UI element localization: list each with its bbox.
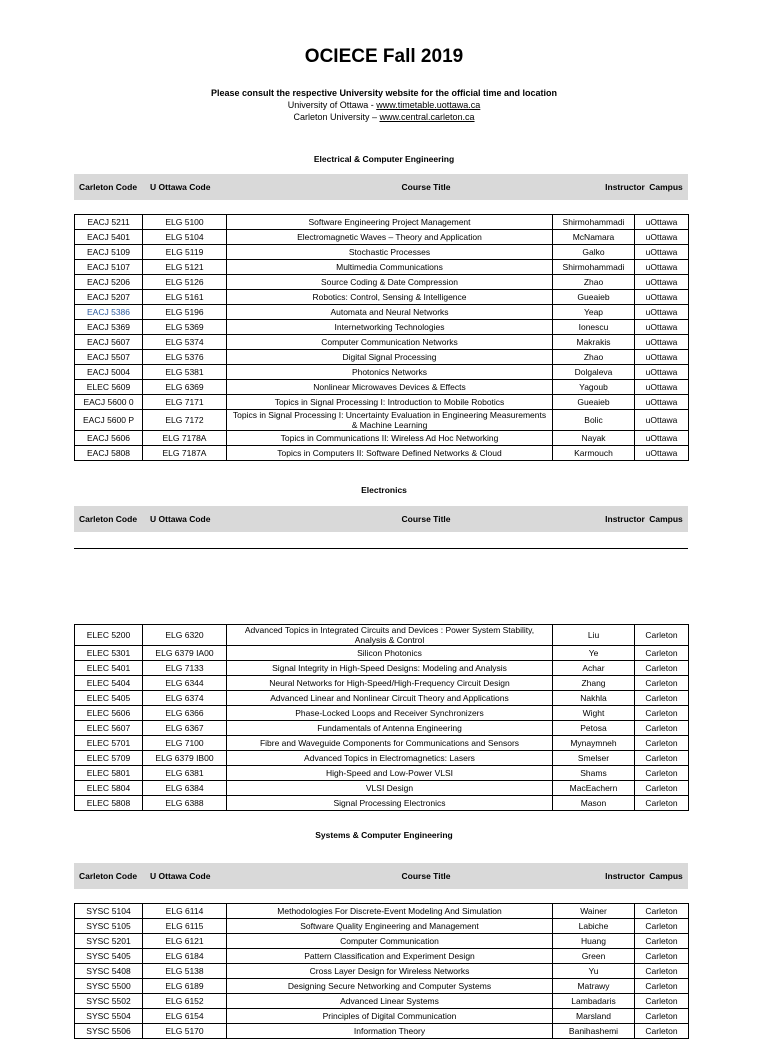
carleton-code-cell: SYSC 5104	[75, 904, 143, 919]
carleton-code-cell: SYSC 5105	[75, 919, 143, 934]
header-instructor: Instructor	[605, 870, 645, 881]
uottawa-label: University of Ottawa -	[287, 100, 377, 110]
carleton-code-cell: EACJ 5109	[75, 245, 143, 260]
course-title-cell: Internetworking Technologies	[227, 320, 553, 335]
uottawa-code-cell: ELG 6184	[143, 949, 227, 964]
instructor-cell: Wainer	[553, 904, 635, 919]
instructor-cell: Zhao	[553, 275, 635, 290]
campus-cell: Carleton	[635, 1024, 689, 1039]
table-row	[75, 350, 689, 365]
header-campus: Campus	[649, 870, 683, 881]
table-row	[75, 410, 689, 431]
course-title-cell: Topics in Computers II: Software Defined Networks & Cloud	[227, 446, 553, 461]
instructor-cell: Labiche	[553, 919, 635, 934]
table-row	[75, 365, 689, 380]
uottawa-code-cell: ELG 5374	[143, 335, 227, 350]
header-uottawa-code: U Ottawa Code	[150, 181, 211, 192]
carleton-code-cell: SYSC 5405	[75, 949, 143, 964]
uottawa-code-cell: ELG 5119	[143, 245, 227, 260]
course-title-cell: Software Quality Engineering and Management	[227, 919, 553, 934]
carleton-code-cell: SYSC 5502	[75, 994, 143, 1009]
notice-text: Please consult the respective University website for the official time and location	[210, 88, 558, 98]
uottawa-code-cell: ELG 6388	[143, 796, 227, 811]
course-title-cell: Stochastic Processes	[227, 245, 553, 260]
carleton-code-cell: SYSC 5408	[75, 964, 143, 979]
instructor-cell: Smelser	[553, 751, 635, 766]
uottawa-code-cell: ELG 6320	[143, 625, 227, 646]
table-header-electronics	[74, 506, 688, 532]
carleton-code-cell: EACJ 5808	[75, 446, 143, 461]
header-carleton-code: Carleton Code	[78, 870, 138, 881]
uottawa-code-cell: ELG 5161	[143, 290, 227, 305]
course-title-cell: Advanced Topics in Integrated Circuits and Devices : Power System Stability, Analysis & Control	[227, 625, 553, 646]
table-row	[75, 446, 689, 461]
table-row	[75, 275, 689, 290]
course-title-cell: Computer Communication	[227, 934, 553, 949]
carleton-code-cell: SYSC 5500	[75, 979, 143, 994]
instructor-cell: Mynaymneh	[553, 736, 635, 751]
uottawa-code-cell: ELG 7100	[143, 736, 227, 751]
carleton-code-cell: EACJ 5600 P	[75, 410, 143, 431]
uottawa-code-cell: ELG 6379 IB00	[143, 751, 227, 766]
uottawa-line	[0, 100, 768, 110]
campus-cell: Carleton	[635, 691, 689, 706]
course-title-cell: Neural Networks for High-Speed/High-Frequency Circuit Design	[227, 676, 553, 691]
campus-cell: uOttawa	[635, 245, 689, 260]
carleton-label: Carleton University –	[293, 112, 380, 122]
table-row	[75, 691, 689, 706]
uottawa-code-cell: ELG 6121	[143, 934, 227, 949]
page-title: OCIECE Fall 2019	[304, 46, 464, 67]
uottawa-code-cell: ELG 5369	[143, 320, 227, 335]
table-row	[75, 305, 689, 320]
uottawa-code-cell: ELG 7171	[143, 395, 227, 410]
table-row	[75, 431, 689, 446]
course-title-cell: Advanced Topics in Electromagnetics: Lasers	[227, 751, 553, 766]
campus-cell: Carleton	[635, 721, 689, 736]
instructor-cell: Ye	[553, 646, 635, 661]
instructor-cell: Galko	[553, 245, 635, 260]
carleton-code-cell: EACJ 5507	[75, 350, 143, 365]
course-title-cell: Digital Signal Processing	[227, 350, 553, 365]
campus-cell: uOttawa	[635, 350, 689, 365]
table-header-ece	[74, 174, 688, 200]
campus-cell: Carleton	[635, 934, 689, 949]
uottawa-code-cell: ELG 6366	[143, 706, 227, 721]
carleton-code-cell: EACJ 5386	[75, 305, 143, 320]
table-row	[75, 949, 689, 964]
instructor-cell: Petosa	[553, 721, 635, 736]
carleton-code-cell: ELEC 5804	[75, 781, 143, 796]
instructor-cell: Matrawy	[553, 979, 635, 994]
carleton-code-cell: ELEC 5401	[75, 661, 143, 676]
course-title-cell: High-Speed and Low-Power VLSI	[227, 766, 553, 781]
campus-cell: Carleton	[635, 661, 689, 676]
uottawa-code-cell: ELG 6384	[143, 781, 227, 796]
table-header-sce	[74, 863, 688, 889]
instructor-cell: Liu	[553, 625, 635, 646]
carleton-code-cell: SYSC 5504	[75, 1009, 143, 1024]
instructor-cell: Nakhla	[553, 691, 635, 706]
campus-cell: Carleton	[635, 919, 689, 934]
campus-cell: Carleton	[635, 964, 689, 979]
course-title-cell: Fibre and Waveguide Components for Communications and Sensors	[227, 736, 553, 751]
carleton-code-cell: EACJ 5401	[75, 230, 143, 245]
instructor-cell: Achar	[553, 661, 635, 676]
table-row	[75, 994, 689, 1009]
carleton-code-cell: ELEC 5404	[75, 676, 143, 691]
instructor-cell: Shams	[553, 766, 635, 781]
uottawa-code-cell: ELG 6369	[143, 380, 227, 395]
instructor-cell: Gueaieb	[553, 290, 635, 305]
carleton-code-cell: ELEC 5606	[75, 706, 143, 721]
carleton-code-cell: EACJ 5207	[75, 290, 143, 305]
table-row	[75, 646, 689, 661]
course-table-electronics	[74, 624, 689, 811]
table-row	[75, 979, 689, 994]
campus-cell: uOttawa	[635, 230, 689, 245]
uottawa-code-cell: ELG 5104	[143, 230, 227, 245]
header-instructor: Instructor	[605, 513, 645, 524]
campus-cell: Carleton	[635, 676, 689, 691]
uottawa-link[interactable]: www.timetable.uottawa.ca	[376, 100, 481, 110]
instructor-cell: Shirmohammadi	[553, 215, 635, 230]
section-title-electronics: Electronics	[361, 485, 407, 495]
header-course-title: Course Title	[401, 513, 451, 524]
carleton-code-cell: EACJ 5369	[75, 320, 143, 335]
carleton-code-cell: EACJ 5206	[75, 275, 143, 290]
course-title-cell: Cross Layer Design for Wireless Networks	[227, 964, 553, 979]
table-row	[75, 380, 689, 395]
table-row	[75, 245, 689, 260]
campus-cell: Carleton	[635, 781, 689, 796]
course-title-cell: Software Engineering Project Management	[227, 215, 553, 230]
course-title-cell: Robotics: Control, Sensing & Intelligence	[227, 290, 553, 305]
header-uottawa-code: U Ottawa Code	[150, 513, 211, 524]
carleton-code-cell: ELEC 5200	[75, 625, 143, 646]
instructor-cell: MacEachern	[553, 781, 635, 796]
instructor-cell: Makrakis	[553, 335, 635, 350]
section-title-sce: Systems & Computer Engineering	[315, 830, 453, 840]
instructor-cell: Huang	[553, 934, 635, 949]
instructor-cell: Yu	[553, 964, 635, 979]
course-title-cell: Automata and Neural Networks	[227, 305, 553, 320]
campus-cell: uOttawa	[635, 446, 689, 461]
table-row	[75, 934, 689, 949]
course-title-cell: Fundamentals of Antenna Engineering	[227, 721, 553, 736]
carleton-line	[0, 112, 768, 122]
campus-cell: Carleton	[635, 904, 689, 919]
uottawa-code-cell: ELG 5196	[143, 305, 227, 320]
course-title-cell: Signal Processing Electronics	[227, 796, 553, 811]
campus-cell: Carleton	[635, 979, 689, 994]
campus-cell: uOttawa	[635, 365, 689, 380]
header-campus: Campus	[649, 513, 683, 524]
carleton-code-cell: ELEC 5801	[75, 766, 143, 781]
uottawa-code-cell: ELG 5126	[143, 275, 227, 290]
carleton-code-cell: ELEC 5609	[75, 380, 143, 395]
course-title-cell: Topics in Signal Processing I: Uncertainty Evaluation in Engineering Measurements & Machine Learning	[227, 410, 553, 431]
header-carleton-code: Carleton Code	[78, 513, 138, 524]
carleton-code-cell: ELEC 5701	[75, 736, 143, 751]
uottawa-code-cell: ELG 6152	[143, 994, 227, 1009]
uottawa-code-cell: ELG 6115	[143, 919, 227, 934]
uottawa-code-cell: ELG 6189	[143, 979, 227, 994]
table-row	[75, 904, 689, 919]
campus-cell: uOttawa	[635, 431, 689, 446]
carleton-code-cell: SYSC 5201	[75, 934, 143, 949]
campus-cell: Carleton	[635, 949, 689, 964]
uottawa-code-cell: ELG 5381	[143, 365, 227, 380]
uottawa-code-cell: ELG 6114	[143, 904, 227, 919]
carleton-code-cell: EACJ 5107	[75, 260, 143, 275]
table-row	[75, 1009, 689, 1024]
header-course-title: Course Title	[401, 181, 451, 192]
course-title-cell: Topics in Signal Processing I: Introduction to Mobile Robotics	[227, 395, 553, 410]
carleton-code-cell: EACJ 5600 0	[75, 395, 143, 410]
uottawa-code-cell: ELG 7187A	[143, 446, 227, 461]
campus-cell: uOttawa	[635, 275, 689, 290]
table-row	[75, 781, 689, 796]
instructor-cell: Karmouch	[553, 446, 635, 461]
campus-cell: uOttawa	[635, 320, 689, 335]
table-row	[75, 721, 689, 736]
campus-cell: Carleton	[635, 646, 689, 661]
campus-cell: uOttawa	[635, 335, 689, 350]
campus-cell: Carleton	[635, 994, 689, 1009]
uottawa-code-cell: ELG 6381	[143, 766, 227, 781]
instructor-cell: Wight	[553, 706, 635, 721]
course-title-cell: VLSI Design	[227, 781, 553, 796]
course-title-cell: Photonics Networks	[227, 365, 553, 380]
course-title-cell: Advanced Linear and Nonlinear Circuit Theory and Applications	[227, 691, 553, 706]
instructor-cell: Shirmohammadi	[553, 260, 635, 275]
uottawa-code-cell: ELG 6344	[143, 676, 227, 691]
campus-cell: Carleton	[635, 751, 689, 766]
uottawa-code-cell: ELG 7133	[143, 661, 227, 676]
header-campus: Campus	[649, 181, 683, 192]
course-title-cell: Principles of Digital Communication	[227, 1009, 553, 1024]
instructor-cell: Yagoub	[553, 380, 635, 395]
instructor-cell: Green	[553, 949, 635, 964]
course-title-cell: Signal Integrity in High-Speed Designs: Modeling and Analysis	[227, 661, 553, 676]
instructor-cell: Ionescu	[553, 320, 635, 335]
campus-cell: Carleton	[635, 1009, 689, 1024]
uottawa-code-cell: ELG 7178A	[143, 431, 227, 446]
instructor-cell: Bolic	[553, 410, 635, 431]
instructor-cell: Marsland	[553, 1009, 635, 1024]
table-row	[75, 706, 689, 721]
campus-cell: uOttawa	[635, 380, 689, 395]
table-row	[75, 230, 689, 245]
carleton-link[interactable]: www.central.carleton.ca	[379, 112, 475, 122]
table-row	[75, 964, 689, 979]
carleton-code-cell: ELEC 5808	[75, 796, 143, 811]
uottawa-code-cell: ELG 5138	[143, 964, 227, 979]
carleton-code-cell: EACJ 5606	[75, 431, 143, 446]
course-title-cell: Multimedia Communications	[227, 260, 553, 275]
table-row	[75, 1024, 689, 1039]
table-row	[75, 919, 689, 934]
uottawa-code-cell: ELG 6374	[143, 691, 227, 706]
course-title-cell: Nonlinear Microwaves Devices & Effects	[227, 380, 553, 395]
carleton-code-cell: EACJ 5607	[75, 335, 143, 350]
uottawa-code-cell: ELG 5100	[143, 215, 227, 230]
uottawa-code-cell: ELG 6379 IA00	[143, 646, 227, 661]
instructor-cell: McNamara	[553, 230, 635, 245]
carleton-code-cell: ELEC 5301	[75, 646, 143, 661]
carleton-code-cell: SYSC 5506	[75, 1024, 143, 1039]
uottawa-code-cell: ELG 6154	[143, 1009, 227, 1024]
campus-cell: uOttawa	[635, 290, 689, 305]
course-title-cell: Silicon Photonics	[227, 646, 553, 661]
instructor-cell: Yeap	[553, 305, 635, 320]
campus-cell: uOttawa	[635, 410, 689, 431]
campus-cell: Carleton	[635, 796, 689, 811]
instructor-cell: Nayak	[553, 431, 635, 446]
instructor-cell: Mason	[553, 796, 635, 811]
uottawa-code-cell: ELG 7172	[143, 410, 227, 431]
divider-line	[74, 548, 688, 549]
course-title-cell: Methodologies For Discrete-Event Modeling And Simulation	[227, 904, 553, 919]
table-row	[75, 796, 689, 811]
header-uottawa-code: U Ottawa Code	[150, 870, 211, 881]
campus-cell: Carleton	[635, 766, 689, 781]
course-title-cell: Pattern Classification and Experiment Design	[227, 949, 553, 964]
carleton-code-cell: EACJ 5004	[75, 365, 143, 380]
carleton-code-cell: EACJ 5211	[75, 215, 143, 230]
instructor-cell: Gueaieb	[553, 395, 635, 410]
table-row	[75, 335, 689, 350]
course-table-ece	[74, 214, 689, 461]
course-title-cell: Phase-Locked Loops and Receiver Synchronizers	[227, 706, 553, 721]
carleton-code-cell: ELEC 5607	[75, 721, 143, 736]
course-table-sce	[74, 903, 689, 1039]
instructor-cell: Zhao	[553, 350, 635, 365]
instructor-cell: Zhang	[553, 676, 635, 691]
uottawa-code-cell: ELG 6367	[143, 721, 227, 736]
uottawa-code-cell: ELG 5376	[143, 350, 227, 365]
course-title-cell: Electromagnetic Waves – Theory and Application	[227, 230, 553, 245]
course-title-cell: Computer Communication Networks	[227, 335, 553, 350]
table-row	[75, 290, 689, 305]
uottawa-code-cell: ELG 5170	[143, 1024, 227, 1039]
table-row	[75, 260, 689, 275]
carleton-code-cell: ELEC 5709	[75, 751, 143, 766]
course-title-cell: Source Coding & Date Compression	[227, 275, 553, 290]
header-carleton-code: Carleton Code	[78, 181, 138, 192]
campus-cell: Carleton	[635, 625, 689, 646]
course-title-cell: Advanced Linear Systems	[227, 994, 553, 1009]
course-title-cell: Topics in Communications II: Wireless Ad Hoc Networking	[227, 431, 553, 446]
campus-cell: uOttawa	[635, 215, 689, 230]
campus-cell: Carleton	[635, 736, 689, 751]
section-title-ece: Electrical & Computer Engineering	[313, 154, 455, 164]
table-row	[75, 215, 689, 230]
table-row	[75, 320, 689, 335]
header-instructor: Instructor	[605, 181, 645, 192]
course-title-cell: Designing Secure Networking and Computer Systems	[227, 979, 553, 994]
campus-cell: uOttawa	[635, 305, 689, 320]
table-row	[75, 661, 689, 676]
campus-cell: Carleton	[635, 706, 689, 721]
table-row	[75, 625, 689, 646]
table-row	[75, 751, 689, 766]
campus-cell: uOttawa	[635, 395, 689, 410]
header-course-title: Course Title	[401, 870, 451, 881]
carleton-code-cell: ELEC 5405	[75, 691, 143, 706]
uottawa-code-cell: ELG 5121	[143, 260, 227, 275]
table-row	[75, 766, 689, 781]
instructor-cell: Lambadaris	[553, 994, 635, 1009]
instructor-cell: Dolgaleva	[553, 365, 635, 380]
table-row	[75, 395, 689, 410]
instructor-cell: Banihashemi	[553, 1024, 635, 1039]
table-row	[75, 736, 689, 751]
table-row	[75, 676, 689, 691]
course-title-cell: Information Theory	[227, 1024, 553, 1039]
campus-cell: uOttawa	[635, 260, 689, 275]
